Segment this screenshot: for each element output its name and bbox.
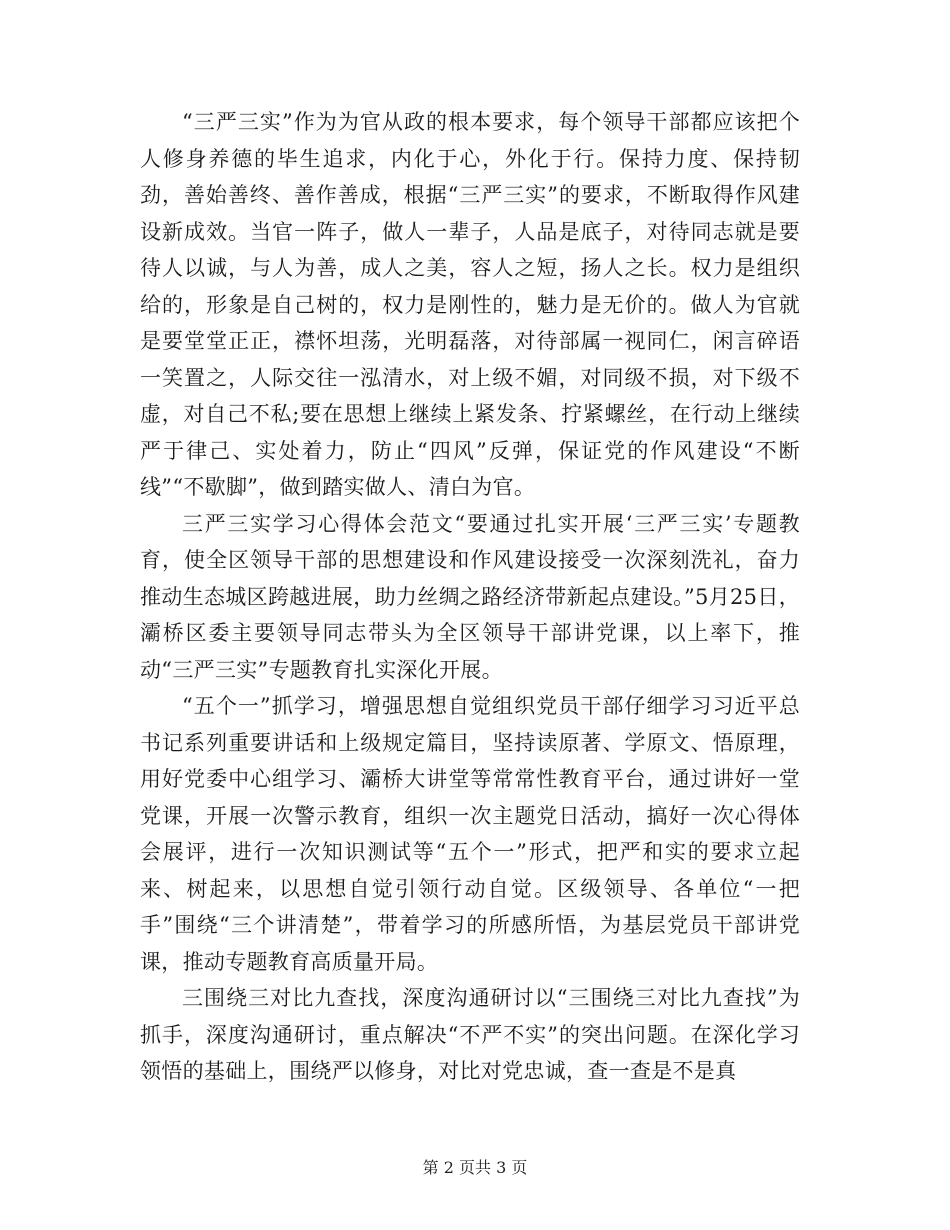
paragraph-2: 三严三实学习心得体会范文“要通过扎实开展‘三严三实’专题教育，使全区领导干部的思想建设和作风建设接受一次深刻洗礼，奋力推动生态城区跨越进展，助力丝绸之路经济带新起点建设。”5月25日，灞桥区委主要领导同志带头为全区领导干部讲党课，以上率下，推动“三严三实”专题教育扎实深化开展。 (140, 511, 800, 682)
document-body (140, 104, 800, 1090)
paragraph-1: “三严三实”作为为官从政的根本要求，每个领导干部都应该把个人修身养德的毕生追求，内化于心，外化于行。保持力度、保持韧劲，善始善终、善作善成，根据“三严三实”的要求，不断取得作风建设新成效。当官一阵子，做人一辈子，人品是底子，对待同志就是要待人以诚，与人为善，成人之美，容人之短，扬人之长。权力是组织给的，形象是自己树的，权力是刚性的，魅力是无价的。做人为官就是要堂堂正正，襟怀坦荡，光明磊落，对待部属一视同仁，闲言碎语一笑置之，人际交往一泓清水，对上级不媚，对同级不损，对下级不虚，对自己不私;要在思想上继续上紧发条、拧紧螺丝，在行动上继续严于律己、实处着力，防止“四风”反弹，保证党的作风建设“不断线”“不歇脚”，做到踏实做人、清白为官。 (140, 110, 800, 499)
page-number-footer: 第 2 页共 3 页 (422, 1158, 528, 1177)
paragraph-3: “五个一”抓学习，增强思想自觉组织党员干部仔细学习习近平总书记系列重要讲话和上级规定篇目，坚持读原著、学原文、悟原理，用好党委中心组学习、灞桥大讲堂等常常性教育平台，通过讲好一堂党课，开展一次警示教育，组织一次主题党日活动，搞好一次心得体会展评，进行一次知识测试等“五个一”形式，把严和实的要求立起来、树起来，以思想自觉引领行动自觉。区级领导、各单位“一把手”围绕“三个讲清楚”，带着学习的所感所悟，为基层党员干部讲党课，推动专题教育高质量开局。 (140, 694, 800, 974)
paragraph-4: 三围绕三对比九查找，深度沟通研讨以“三围绕三对比九查找”为抓手，深度沟通研讨，重点解决“不严不实”的突出问题。在深化学习领悟的基础上，围绕严以修身，对比对党忠诚，查一查是不是真 (140, 986, 800, 1083)
